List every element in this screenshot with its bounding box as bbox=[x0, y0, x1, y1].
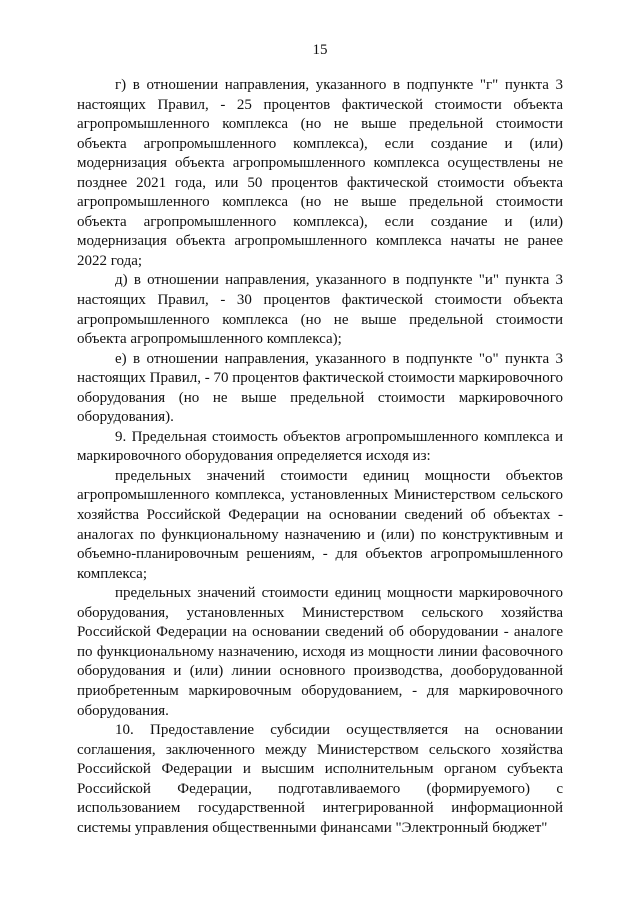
paragraph-d-subsidy-rate: д) в отношении направления, указанного в подпункте "и" пункта 3 настоящих Правил, - 30 процентов фактической стоимости объекта агропромышленного комплекса (но не выше предельной стоимости объекта агропромышленного комплекса); bbox=[77, 272, 563, 348]
paragraph-g-subsidy-rate: г) в отношении направления, указанного в подпункте "г" пункта 3 настоящих Правил, - 25 процентов фактической стоимости объекта агропромышленного комплекса (но не выше предельной стоимости объекта агропромышленного комплекса), если создание и (или) модернизация объекта агропромышленного комплекса осуществлены не позднее 2021 года, или 50 процентов фактической стоимости объекта агропромышленного комплекса (но не выше предельной стоимости объекта агропромышленного комплекса), если создание и (или) модернизация объекта агропромышленного комплекса начаты не ранее 2022 года; bbox=[77, 77, 563, 269]
paragraph-9-max-cost: 9. Предельная стоимость объектов агропромышленного комплекса и маркировочного оборудования определяется исходя из: bbox=[77, 428, 563, 465]
paragraph-10-subsidy-agreement: 10. Предоставление субсидии осуществляется на основании соглашения, заключенного между Министерством сельского хозяйства Российской Федерации и высшим исполнительным органом субъекта Российской Федерации, подготавливаемого (формируемого) с использованием государственной интегрированной информационной системы управления общественными финансами "Электронный бюджет" bbox=[77, 722, 563, 836]
page-number: 15 bbox=[312, 42, 328, 58]
paragraph-e-subsidy-rate: е) в отношении направления, указанного в подпункте "о" пункта 3 настоящих Правил, - 70 процентов фактической стоимости маркировочного оборудования (но не выше предельной стоимости маркировочного оборудования). bbox=[77, 350, 563, 426]
paragraph-max-cost-agro-objects: предельных значений стоимости единиц мощности объектов агропромышленного комплекса, установленных Министерством сельского хозяйства Российской Федерации на основании сведений об объектах - аналогах по функциональному назначению и (или) по конструктивным и объемно-планировочным решениям, - для объектов агропромышленного комплекса; bbox=[77, 467, 563, 582]
paragraph-max-cost-marking-equipment: предельных значений стоимости единиц мощности маркировочного оборудования, установленных Министерством сельского хозяйства Российской Федерации на основании сведений об оборудовании - аналоге по функциональному назначению, исходя из мощности линии фасовочного оборудования и (или) линии основного производства, дооборудованной приобретенным маркировочным оборудованием, - для маркировочного оборудования. bbox=[77, 585, 563, 719]
document-body bbox=[77, 76, 563, 838]
